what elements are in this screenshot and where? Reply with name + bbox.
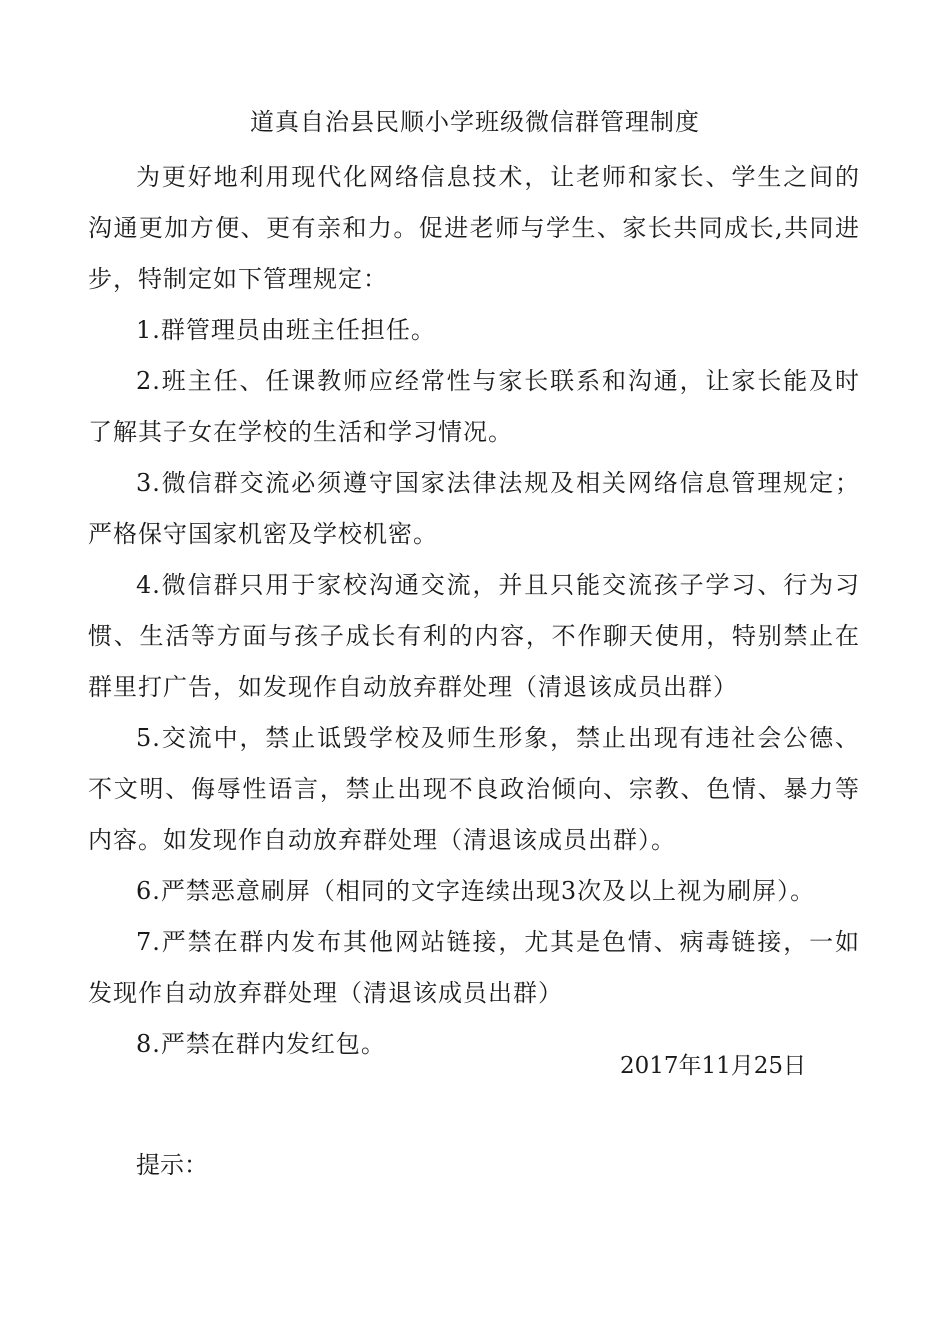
rule-3-paragraph: 3.微信群交流必须遵守国家法律法规及相关网络信息管理规定；严格保守国家机密及学校机密。 (88, 469, 860, 548)
rule-7-paragraph: 7.严禁在群内发布其他网站链接，尤其是色情、病毒链接，一如发现作自动放弃群处理（清退该成员出群） (88, 928, 860, 1007)
rule-4-paragraph: 4.微信群只用于家校沟通交流，并且只能交流孩子学习、行为习惯、生活等方面与孩子成长有利的内容，不作聊天使用，特别禁止在群里打广告，如发现作自动放弃群处理（清退该成员出群） (88, 571, 860, 701)
rule-8-paragraph: 8.严禁在群内发红包。 (136, 1030, 386, 1058)
document-date: 2017年11月25日 (620, 1053, 807, 1079)
intro-paragraph: 为更好地利用现代化网络信息技术，让老师和家长、学生之间的沟通更加方便、更有亲和力。促进老师与学生、家长共同成长,共同进步，特制定如下管理规定： (88, 163, 860, 293)
hint-label: 提示： (136, 1151, 208, 1179)
rule-2-paragraph: 2.班主任、任课教师应经常性与家长联系和沟通，让家长能及时了解其子女在学校的生活和学习情况。 (88, 367, 860, 446)
rule-5-paragraph: 5.交流中，禁止诋毁学校及师生形象，禁止出现有违社会公德、不文明、侮辱性语言，禁止出现不良政治倾向、宗教、色情、暴力等内容。如发现作自动放弃群处理（清退该成员出群）。 (88, 724, 860, 854)
rule-6-paragraph: 6.严禁恶意刷屏（相同的文字连续出现3次及以上视为刷屏）。 (136, 877, 816, 905)
document-body (88, 152, 860, 1070)
rule-1-paragraph: 1.群管理员由班主任担任。 (136, 316, 436, 344)
document-title: 道真自治县民顺小学班级微信群管理制度 (250, 108, 700, 136)
